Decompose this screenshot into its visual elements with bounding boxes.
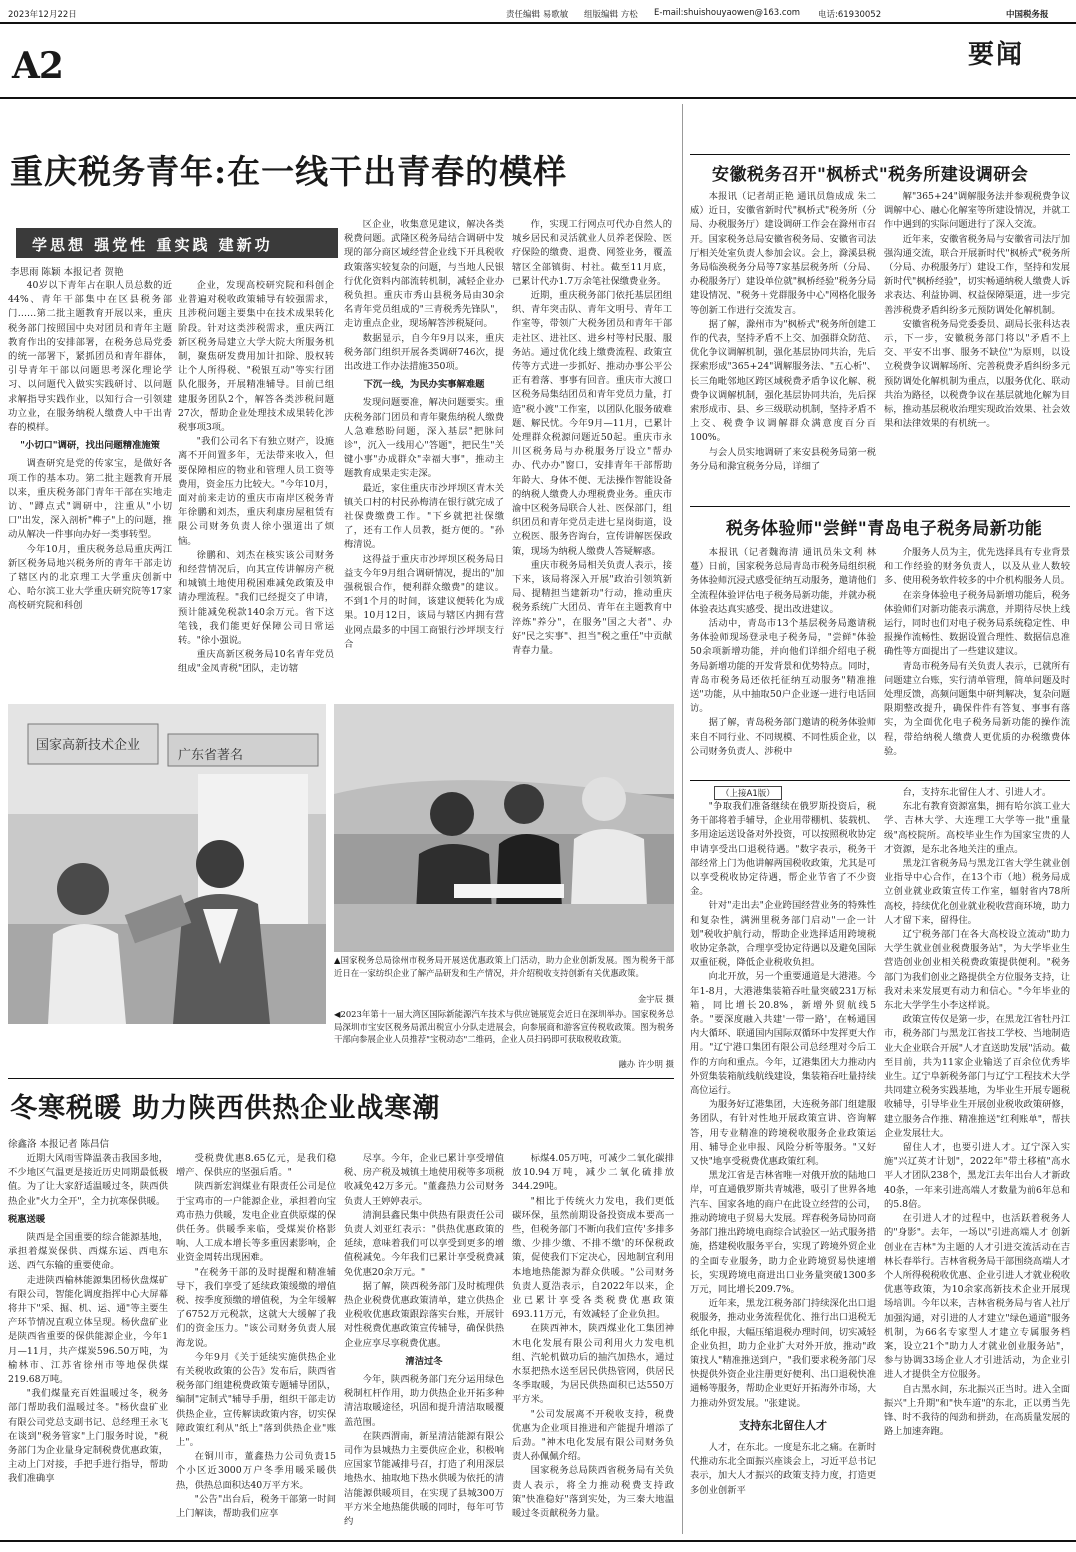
shaanxi-p: "在税务干部的及时提醒和精准辅导下，我们享受了延续政策缓缴的增值税、按季度预缴的增值税，为全年缓解了6752万元税款，这就大大缓解了我们的资金压力。"该公司财务负责人展海龙说。 [176,1266,336,1349]
shaanxi-p: 陕西新宏润煤业有限责任公司是位于宝鸡市的一户能源企业，承担着向宝鸡市热力供暖，发电企业直供原煤的保供任务。供暖季来临，受煤炭价格影响、人工成本增长等多重因素影响，企业资金周转出现困难。 [176,1181,336,1264]
shaanxi-p: 今年，陕西税务部门充分运用绿色税制杠杆作用，助力供热企业开拓多种清洁取暖途径，巩固和提升清洁取暖覆盖范围。 [344,1374,504,1428]
anhui-col-1 [690,190,876,504]
shaanxi-p: 标煤4.05万吨，可减少二氧化碳排放10.94万吨，减少二氧化硫排放344.29吨。 [512,1153,674,1193]
lead-col-3 [344,218,504,691]
qingdao-col-2 [884,546,1070,774]
shaanxi-subhead-1: 税惠送暖 [8,1213,46,1225]
lead-p: 发现问题要准，解决问题要实。重庆税务部门团员和青年聚焦纳税人缴费人急难愁盼问题，深入基层"把脉问诊"，沉入一线用心"答题"，把民生"关键小事"办成群众"幸福大事"，推动主题教育成果走实走深。 [344,397,504,480]
shaanxi-col-2 [176,1152,336,1536]
page-header [0,0,1076,20]
shaanxi-col-3 [344,1152,504,1536]
cont-p: 针对"走出去"企业跨国经营业务的特殊性和复杂性，满洲里税务部门启动"一企一计划"税收护航行动，帮助企业选择适用跨境税收协定条款，合理享受协定待遇以及避免国际双重征税，降低企业税收负担。 [690,900,876,969]
lead-p: 40岁以下青年占在职人员总数的近44%、青年干部集中在区县税务部门……第二批主题教育开展以来，重庆税务部门按照国中央对团员和青年主题教育作出的安排部署，在税务总局党委的统一部署下，紧抓团员和青年群体，引导青年干部以问题思考深化理论学习、以问题代入做实实践研讨、以问题求解指导实践作业，以知行合一引领建功立业，在服务纳税人缴费人中干出青春的模样。 [8,280,172,434]
shaanxi-p: 清涧县鑫民集中供热有限责任公司负责人刘亚红表示："供热优惠政策的延续，意味着我们可以享受到更多的增值税减免。今年我们已累计享受税费减免优惠20余万元。" [344,1209,504,1278]
cont-col-1 [690,800,876,1536]
cont-p: 为服务好辽港集团，大连税务部门组建服务团队，有针对性地开展政策宣讲、咨询解答，用专业精准的跨境税收服务企业政策运用、辅导企业申报、风险分析等服务。"又好又快"地享受税费优惠政策红利。 [690,1099,876,1168]
lead-p: 调查研究是党的传家宝，是做好各项工作的基本功。第二批主题教育开展以来，重庆税务部门青年干部在实地走访、"蹲点式"调研中，注重从"小切口"出发，深入剖析"榫子"上的问题，推动从解决一件事向办好一类事转型。 [8,458,172,541]
shaanxi-p: 尽享。今年，企业已累计享受增值税、房产税及城镇土地使用税等多项税收减免42万多元。"董鑫热力公司财务负责人王婷婷表示。 [344,1153,504,1207]
lead-p: 区企业，收集意见建议，解决各类税费问题。武隆区税务局结合调研中发现的部分商区域经营企业线下开具税收政策落实较复杂的问题，与当地人民银行优化资料内部流转机制，减轻企业办税负担。重庆市秀山县税务局由30余名青年党员组成的"三青税秀先锋队"，走访重点企业，现场解答涉税疑问。 [344,219,504,330]
lead-col-2 [178,279,334,691]
shaanxi-col-4 [512,1152,674,1536]
header-phone: 电话:61930052 [818,10,882,20]
photo2-caption [334,1008,674,1058]
cont-col-2 [884,786,1070,1536]
qingdao-col-1 [690,546,876,774]
column-divider [682,104,683,1534]
photo-tax-staff-factory [334,704,674,952]
top-rule [0,97,1076,99]
photo1-caption [334,954,674,994]
anhui-p: 与会人员实地调研了来安县税务局第一税务分局和滁宜税务分局，详细了 [690,446,876,472]
cont-p: 人才，在东北。一度是东北之痛。在新时代推动东北全面振兴座谈会上，习近平总书记表示，加大人才振兴的政策支持力度，打造更多创业创新平 [690,1441,876,1496]
header-editor: 责任编辑 易歌敏 [506,10,569,20]
anhui-rule [690,154,1070,155]
cont-p: 台，支持东北留住人才、引进人才。 [902,787,1052,798]
qingdao-p: 据了解，青岛税务部门邀请的税务体验师来自不同行业、不同规模、不同性质企业，以公司财务负责人、涉税中 [690,717,876,757]
lead-p: 这得益于重庆市沙坪坝区税务局日益支今年9月组合调研情况，提出的"加强税银合作，便利群众缴费"的建议。不到1个月的时间，该建议便转化为成果。10月12日，该局与辖区内拥有营业网点最多的中国工商银行沙坪坝支行合 [344,553,504,650]
photo1-credit: 金宇辰 摄 [637,994,674,1004]
header-paper: 中国税务报 [1006,10,1049,20]
shaanxi-col-1 [8,1152,168,1536]
photo2-caption-text: ◀2023年第十一届大湾区国际新能源汽车技术与供应链展览会近日在深圳举办。国家税务总局深圳市宝安区税务局派出税宣小分队走进展会，向参展商和游客宣传税收政策。图为税务干部向参展企业人员推荐"宝税动态"二维码，企业人员扫码即可获取税收政策。 [334,1009,674,1045]
shaanxi-p: 在铜川市，董鑫热力公司负责15个小区近3000万户冬季用暖采暖供热，供热总面积达40万平方米。 [176,1451,336,1491]
shaanxi-p: "公司发展离不开税收支持，税费优惠为企业项目推进和产能提升增添了后劲。"神木电化发展有限公司财务负责人孙佩佩介绍。 [512,1408,674,1463]
cont-p: 黑龙江省税务局与黑龙江省大学生就业创业指导中心合作，在13个市（地）税务局成立创业就业政策宣传工作室，辐射省内78所高校，持续优化创业就业税收营商环境，助力人才留下来，留得住。 [884,858,1070,926]
page-number: A2 [12,45,63,87]
shaanxi-p: 国家税务总局陕西省税务局有关负责人表示，将全力推动税费支持政策"快准稳好"落到实处，为三秦大地温暖过冬贡献税务力量。 [512,1465,674,1520]
shaanxi-headline: 冬寒税暖 助力陕西供热企业战寒潮 [10,1093,441,1124]
photo-sign-text-2: 广东省著名 [178,748,244,763]
shaanxi-p: 在陕西神木，陕西煤业化工集团神木电化发展有限公司利用火力发电机组、汽轮机做功后的抽汽加热水，通过水泵把热水送至居民供热管网，供居民冬季取暖，为居民供热面积已达550万平方米。 [512,1323,674,1406]
lead-p: 作，实现工行网点可代办自然人的城乡居民和灵活就业人员养老保险、医疗保险的缴费、退费、网签业务，覆盖辖区全部镇街、村社。截至11月底，已累计代办1.7万余笔社保缴费业务。 [512,219,672,287]
anhui-p: 解"365+24"调解服务法并参观税费争议调解中心、融心化解室等所建设情况，并就工作中遇到的实际问题进行了深入交流。 [884,191,1070,231]
shaanxi-p: "公告"出台后，税务干部第一时间上门解读，帮助我们应享 [176,1493,336,1520]
section-title: 要闻 [968,40,1025,70]
qingdao-p: 在亲身体验电子税务局新增功能后，税务体验师们对新功能表示满意，并期待尽快上线运行，同时也们对电子税务局系统稳定性、申报操作流畅性、数据设置合理性、数据信息准确性等方面提出了一些建议建议。 [884,589,1070,658]
shaanxi-p: 今年9月《关于延续实施供热企业有关税收政策的公告》发布后，陕西省税务部门组建税费政策专题辅导团队，编制"定制式"辅导手册，组织干部走访供热企业，宣传解读政策内容，切实保障政策红利从"纸上"落到供热企业"账上"。 [176,1351,336,1449]
lead-subhead-1: "小切口"调研，找出问题精准施策 [20,440,160,452]
anhui-col-2 [884,190,1070,504]
shaanxi-p: 受税费优惠8.65亿元，是我们稳增产、保供应的坚强后盾。" [176,1153,336,1179]
cont-p: 向北开放，另一个重要通道是大港港。今年1-8月，大港港集装箱吞吐量突破231万标箱，同比增长20.8%，新增外贸航线5条。"要深度融入共建'一带一路'，在畅通国内大循环、联通国内国际双循环中发挥更大作用。"辽宁港口集团有限公司总经理对今后工作的方向和重点。今年，辽港集团大力推动内外贸集装箱航线航线建设，集装箱吞吐量持续高位运行。 [690,971,876,1097]
photo1-caption-text: ▲国家税务总局徐州市税务局开展送优惠政策上门活动，助力企业创新发展。图为税务干部近日在一家纺织企业了解产品研发和生产情况，并介绍税收支持创新有关优惠政策。 [334,955,674,978]
header-email: E-mail:shuishouyaowen@163.com [654,8,801,18]
anhui-p: 安徽省税务局党委委员、副局长张科达表示，下一步，安徽税务部门将以"矛盾不上交、平安不出事、服务不缺位"为原则，以设立税费争议调解场所、完善税费矛盾纠纷多元预防调处化解机制为重点，以服务优化、联动共治为路径，以税费争议在基层就地化解为目标，推动基层税收治理实现政治效果、社会效果和法律效果的有机统一。 [884,318,1070,430]
lead-col-4 [512,218,672,691]
header-layout: 组版编辑 方松 [584,10,638,20]
lead-headline: 重庆税务青年:在一线干出青春的模样 [10,152,568,191]
anhui-p: 本报讯（记者胡正艳 通讯员詹成成 朱二威）近日，安徽省新时代"枫桥式"税务所（分局、办税服务厅）建设调研工作会在滁州市召开。国家税务总局安徽省税务局、安徽省司法厅相关处室负责人参加会议。会上，滁溪县税务局临涣税务分局等7家基层税务所（分局、办税服务厅）建设单位就"枫桥经验"税务分局建设情况、"税务＋党群服务中心"网格化服务等创新工作进行交流发言。 [690,191,876,316]
header-rule [0,22,1076,24]
cont-p: 近年来，黑龙江税务部门持续深化出口退税服务，推动业务流程优化、推行出口退税无纸化申报，大幅压缩退税办理时间，切实减轻企业负担，助力企业扩大对外开放，推动"政策找人"精准推送到户，"我们要求税务部门尽快提供外资企业注册更好便利、出口退税快准通畅等服务，帮助企业更好开拓海外市场，大力推动外贸发展。"张建说。 [690,1298,876,1409]
lead-p: "我们公司名下有独立财产，设施离不开间置多年，无法带来收入，但要保障相应的物业和管理人员工资等费用，资金压力比较大。"今年10月，面对前来走访的重庆市南岸区税务青年徐鹏和刘杰，重庆利康房屋租赁有限公司财务负责人徐小强道出了烦恼。 [178,436,334,547]
anhui-p: 近年来，安徽省税务局与安徽省司法厅加强沟通交流，联合开展新时代"枫桥式"税务所（分局、办税服务厅）建设工作，坚持和发展新时代"枫桥经验"，切实畅通纳税人缴费人诉求表达、利益协调、权益保障渠道，进一步完善涉税费矛盾纠纷多元预防调处化解机制。 [884,233,1070,316]
shaanxi-p: 走进陕西榆林能源集团杨伙盘煤矿有限公司，智能化调度指挥中心大屏幕将井下"采、掘、机、运、通"等主要生产环节情况直观立体呈现。杨伙盘矿业是陕西省重要的保供能源企业，今年1月—11月，共产煤炭596.50万吨，为榆林市、江苏省徐州市等地保供煤219.68万吨。 [8,1274,168,1386]
shaanxi-p: 陕西是全国重要的综合能源基地，承担着煤炭保供、西煤东运、西电东送、西气东输的重要使命。 [8,1232,168,1272]
lead-banner: 学思想 强党性 重实践 建新功 [16,228,338,258]
lead-col-1 [8,279,172,691]
lead-subhead-2: 下沉一线，为民办实事解难题 [363,379,485,391]
qingdao-p: 青岛市税务局有关负责人表示，已就所有问题建立台账，实行清单管理，简单问题及时处理反馈，高频问题集中研判解决，复杂问题限期整改提升，确保件件有答复、事事有落实，为全面优化电子税务局新功能的操作流程，带给纳税人缴费人更优质的办税缴费体验。 [884,660,1070,757]
anhui-p: 据了解，滁州市为"枫桥式"税务所创建工作的代表，坚持矛盾不上交、加强群众防范、优化争议调解机制，强化基层协同共治，先后探索形成"365+24"调解服务法、"五心析"、长三角毗邻地区跨区域税费矛盾争议化解、税费争议调解机制，强化基层协同共治，先后探索形成市、县、乡三级联动机制，坚持矛盾不上交、税费争议调解群众满意度百分百100%。 [690,318,876,444]
lead-byline: 李思雨 陈颖 本报记者 贺艳 [10,267,124,278]
cont-p: 政策宣传仅是第一步，在黑龙江省牡丹江市，税务部门与黑龙江省技工学校、当地制造业大企业联合开展"人才直送助发展"活动。截至目前，共为11家企业输送了百余位优秀毕业生。辽宁阜新税务部门与辽宁工程技术大学共同建立税务实践基地，为毕业生开展专题税收辅导，引导毕业生开展创业税收政策研修，建立服务合作推、精准推送"红利账单"，帮扶企业发展壮大。 [884,1014,1070,1139]
qingdao-p: 本报讯（记者魏海清 通讯员朱文利 林蔓）日前，国家税务总局青岛市税务局组织税务体验师沉浸式感受征纳互动服务，邀请他们全流程体验评估电子税务局新功能，并就办税体验表达真实感受、提出改进建议。 [690,547,876,615]
continued-label: （上接A1版） [714,786,782,800]
shaanxi-p: "我们煤量充百姓温暖过冬，税务部门帮助我们温暖过冬。"杨伙盘矿业有限公司党总支副书记、总经理王永飞在谈到"税务管家"上门服务时说，"税务部门为企业量身定制税费优惠政策，主动上门对接，手把手进行指导，帮助我们准确享 [8,1388,168,1485]
cont-p: "争取我们准备继续在俄罗斯投资后，税务干部将着手辅导，企业用带棚机、装载机、多用途运送设备对外投资，可以按照税收协定申请享受出口退税待遇。"数字表示，税务干部经常上门为他讲解两国税收政策，尤其是可以享受税收协定待遇，帮企业节省了不少资金。 [690,801,876,898]
photo2-credit: 融办 许少明 摄 [618,1059,674,1069]
cont-p: 在引进人才的过程中，也活跃着税务人的"身影"。去年，一场以"引进高端人才 创新创业在吉林"为主题的人才引进交流活动在吉林长春举行。吉林省税务局干部围绕高端人才个人所得税税收优惠、企业引进人才就业税收优惠等政策，为10余家高新技术企业开展现场培训。今年以来，吉林省税务局与省人社厅加强沟通，对引进的人才建立"绿色通道"服务机制，为66名专家型人才建立专属服务档案，设立21个"助力人才就业创业服务站"，参与协调33场企业人才引进活动，为企业引进人才提供全方位服务。 [884,1213,1070,1381]
shaanxi-subhead-2: 清洁过冬 [405,1355,443,1367]
cont-rule [690,780,1070,781]
cont-p: 东北有教育资源富集，拥有哈尔滨工业大学、吉林大学、大连理工大学等一批"重量级"高校院所。高校毕业生作为国家宝贵的人才资源，是东北各地关注的重点。 [884,801,1070,855]
qingdao-p: 介服务人员为主，优先选择具有专业背景和工作经验的财务负责人，以及从业人数较多、使用税务软件较多的中介机构服务人员。 [884,547,1070,587]
qingdao-headline: 税务体验师"尝鲜"青岛电子税务局新功能 [726,519,1043,539]
cont-p: 留住人才，也要引进人才。辽宁深入实施"兴辽英才计划"，2022年"带土移植"高水平人才团队238个，黑龙江去年出台人才新政40条，一年来引进高端人才数量为前6年总和的5.8倍。 [884,1142,1070,1210]
qingdao-rule [690,506,1070,507]
section-rule [8,1078,674,1079]
photo-tax-staff-exhibition [8,704,326,1024]
cont-p: 黑龙江省是吉林省唯一对俄开放的陆地口岸，可直通俄罗斯共青城港，吸引了世界各地汽车、国家各地的商户在此设立经营的公司，推动跨境电子贸易大发展。珲春税务局协同商务部门推出跨境电商综合试验区一站式服务措施，搭建税收服务平台，实现了跨境外贸企业的全面专业服务，助力企业跨境贸易快速增长，实现跨境电商进出口业务量突破1300多万元，同比增长209.7%。 [690,1170,876,1295]
bottom-rule [0,1540,1076,1542]
lead-p: 最近，家住重庆市沙坪坝区青木关镇关口村的村民孙梅清在银行就完成了社保费缴费工作。"下乡就把社保缴了，还有工作人员教，挺方便的。"孙梅清说。 [344,482,504,551]
shaanxi-p: 近期大风雨雪降温袭击我国多地，不少地区气温更是接近历史同期最低极值。为了让大家舒适温暖过冬，陕西供热企业"火力全开"，全力抗寒保供暖。 [8,1153,168,1207]
qingdao-p: 活动中，青岛市13个基层税务局邀请税务体验师现场登录电子税务局，"尝鲜"体验50余项新增功能，并向他们详细介绍电子税务局新增功能的开发背景和优势特点。同时，青岛市税务局还依托征纳互动服务"精准推送"功能，从中抽取50户企业逐一进行电话回访。 [690,618,876,715]
lead-p: 徐鹏和、刘杰在核实该公司财务和经营情况后，向其宣传讲解房产税和城镇土地使用税困难减免政策及申请办理流程。"我们已经提交了申请，预计能减免税款140余万元。省下这笔钱，我们能更好保障公司日常运转。"徐小强说。 [178,549,334,647]
shaanxi-p: 据了解，陕西税务部门及时梳理供热企业税费优惠政策清单，建立供热企业税收优惠政策跟踪落实台账，开展针对性税费优惠政策宣传辅导，确保供热企业应享尽享税费优惠。 [344,1280,504,1349]
lead-p: 数据显示，自今年9月以来，重庆税务部门组织开展各类调研746次，提出改进工作办法措施350项。 [344,332,504,373]
lead-p: 今年10月，重庆税务总局重庆两江新区税务局地兴税务所的青年干部走访了辖区内的北京理工大学重庆创新中心、哈尔滨工业大学重庆研究院等17家高校研究院和科创 [8,543,172,612]
cont-subhead: 支持东北留住人才 [739,1418,827,1432]
lead-p: 近期，重庆税务部门依托基层团组织、青年突击队、青年文明号、青年工作室等，带领广大税务团员和青年干部走社区、进社区、进乡村等村民服、服务站。通过优化线上缴费流程、政策宣传等方式进一步抓好、推动办事公平公正有着落、事事有回音。重庆市大渡口区税务局集结团员和青年党员力量，打造"税小渡"工作室，以团队化服务破难题、解民忧。今年9月—11月，已累计处理群众税源问题近50起。重庆市永川区税务局与办税服务厅设立"帮办办、代办办"窗口，安排青年干部帮助年龄大、身体不便、无法操作智能设备的纳税人缴费人办理税费业务。重庆市渝中区税务局联合人社、医保部门，组织团员和青年党员走进七星岗街道，设立税医、服务咨询台，宣传讲解医保政策，现场为纳税人缴费人答疑解惑。 [512,290,672,557]
shaanxi-p: "相比于传统火力发电，我们更低碳环保，虽然前期设备投资成本要高一些，但税务部门不断向我们宣传'多排多缴、少排少缴、不排不缴'的环保税政策，促使我们下定决心，因地制宜利用本地地热能源为群众供暖。"公司财务负责人夏浩表示，自2022年以来，企业已累计享受各类税费优惠政策693.11万元，有效减轻了企业负担。 [512,1195,674,1321]
cont-p: 辽宁税务部门在各大高校设立流动"助力大学生就业创业税费服务站"，为大学毕业生营造创业创业相关税费政策提供便利。"税务部门为我们创业之路提供全方位服务支持，让我对未来发展更有动力和信心。"今年毕业的东北大学学生小李这样说。 [884,929,1070,1012]
shaanxi-byline: 徐鑫洛 本报记者 陈昌信 [8,1139,110,1150]
lead-p: 企业，发现高校研究院和科创企业普遍对税收政策辅导有较强需求，且涉税问题主要集中在技术成果转化阶段。针对这类涉税需求，重庆两江新区税务局建立大学大院大所服务机制，聚焦研发费用加计扣除、股权转让个人所得税、"税银互动"等实行团队化服务，开展精准辅导。目前已组建服务团队2个，解答各类涉税问题27次，帮助企业处理技术成果转化涉税事项3项。 [178,280,334,434]
anhui-headline: 安徽税务召开"枫桥式"税务所建设调研会 [712,165,1029,185]
lead-p: 重庆高新区税务局10名青年党员组成"金凤青税"团队，走访辖 [178,649,334,675]
cont-p: 自古黑水间，东北振兴正当时。进入全面振兴"上升期"和"快车道"的东北，正以勇当先锋、时不我待的闯劲和拼劲，在高质量发展的路上加速奔跑。 [884,1383,1070,1438]
shaanxi-p: 在陕西渭南，新星清洁能源有限公司作为县城热力主要供应企业，积极响应国家节能减排号召，打造了利用深层地热水、抽取地下热水供暖为依托的清洁能源供暖项目，在实现了县城300万平方米全地热能供暖的同时，每年可节约 [344,1430,504,1528]
photo-sign-text-1: 国家高新技术企业 [36,738,141,753]
header-date: 2023年12月22日 [8,10,77,20]
lead-p: 重庆市税务局相关负责人表示，接下来，该局将深入开展"政治引领筑新局、提精担当建新功"行动，推动重庆税务系统广大团员、青年在主题教育中淬炼"养分"，在服务"国之大者"、办好"民之实事"、担当"税之重任"中贡献青春力量。 [512,559,672,657]
